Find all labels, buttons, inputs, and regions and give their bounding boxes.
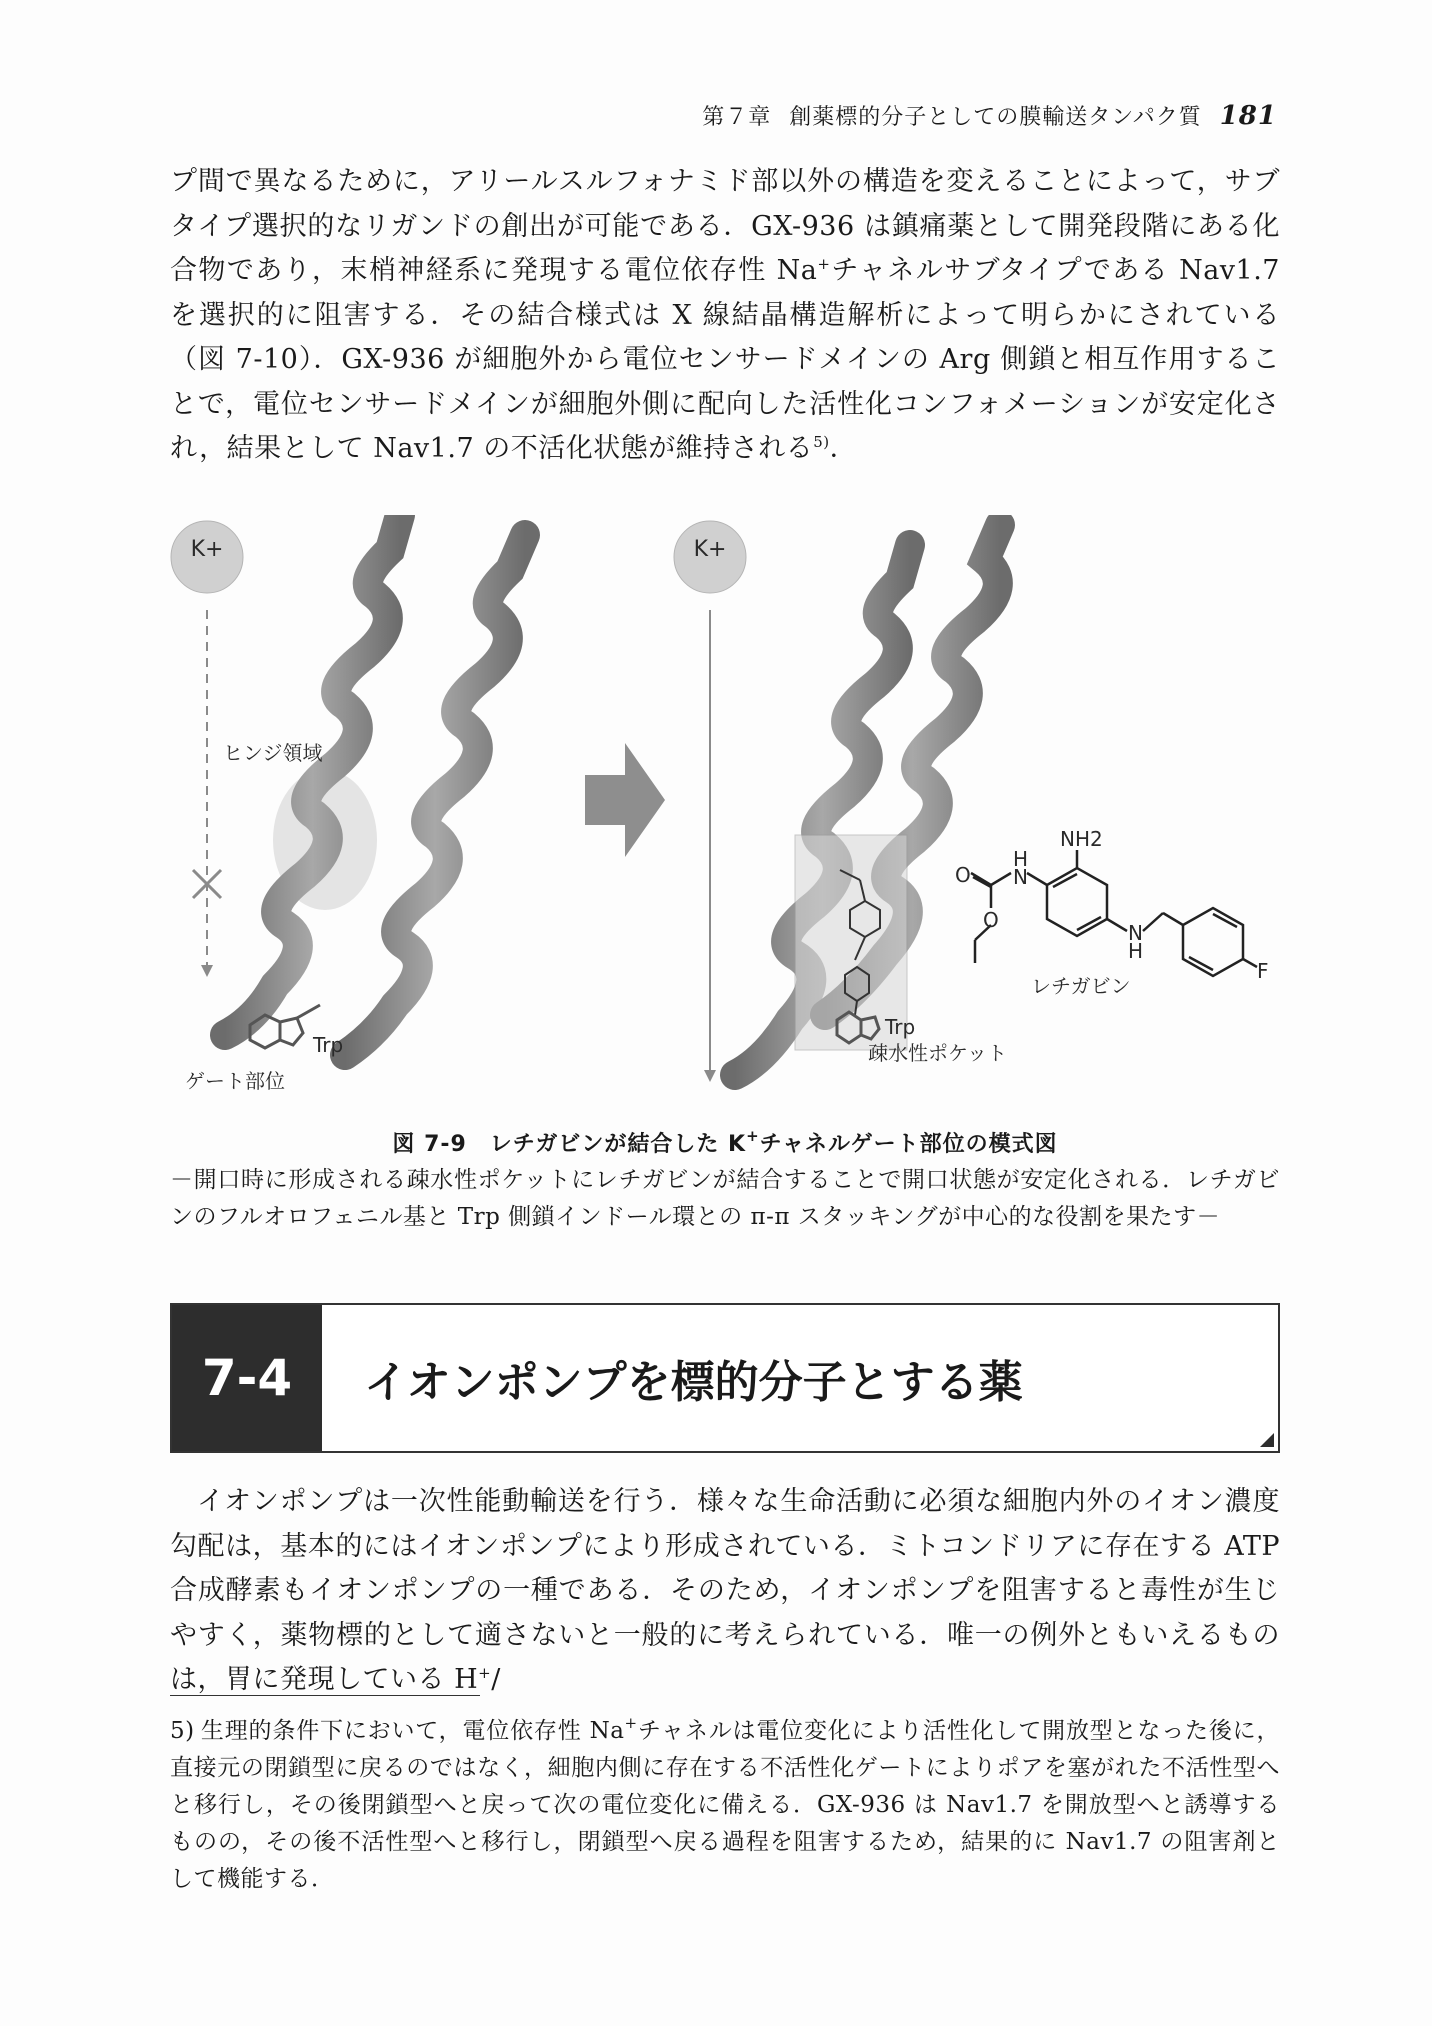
figure-7-9 xyxy=(165,515,1285,1115)
open-path-arrowhead xyxy=(704,1070,716,1082)
k-ion-label-right: K+ xyxy=(693,537,727,562)
section-number: 7-4 xyxy=(172,1305,322,1451)
para2-tail: / xyxy=(491,1664,501,1695)
atom-f: F xyxy=(1257,959,1269,983)
atom-o-carbonyl: O xyxy=(955,863,971,887)
para1-sup-a: + xyxy=(817,255,831,273)
footnote-divider xyxy=(170,1695,480,1696)
caption-title-sup: + xyxy=(746,1127,760,1145)
footnote-ref-5[interactable]: 5) xyxy=(813,433,830,451)
transition-arrow-icon xyxy=(585,743,665,857)
para2-text: イオンポンプは一次性能動輸送を行う．様々な生命活動に必須な細胞内外のイオン濃度勾配は，基本的にはイオンポンプにより形成されている．ミトコンドリアに存在する ATP 合成酵素もイオンポンプの一種である．そのため，イオンポンプを阻害すると毒性が生じやすく，薬物標的として適さないと一般的に考えられている．唯一の例外ともいえるものは，胃に発現している H xyxy=(170,1486,1280,1695)
footnote-5 xyxy=(170,1713,1280,1898)
para1-text-a: プ間で異なるために，アリールスルフォナミド部以外の構造を変えることによって，サブタイプ選択的なリガンドの創出が可能である．GX-936 は鎮痛薬として開発段階にある化合物であり，末梢神経系に発現する電位依存性 Na xyxy=(170,166,1280,286)
atom-h-bottom: H xyxy=(1128,939,1144,963)
hinge-region-label: ヒンジ領域 xyxy=(223,741,323,765)
helix-left-1 xyxy=(225,515,400,1035)
figure-caption-title xyxy=(170,1127,1280,1158)
trp-label-left: Trp xyxy=(313,1033,344,1057)
section-heading-7-4 xyxy=(170,1303,1280,1453)
footnote-marker: 5) xyxy=(170,1718,195,1744)
section-title: イオンポンプを標的分子とする薬 xyxy=(364,1357,1023,1408)
footnote-sup: + xyxy=(624,1714,638,1732)
para2-sup: + xyxy=(478,1664,492,1682)
retigabine-label: レチガビン xyxy=(1031,974,1131,998)
caption-title-b: チャネルゲート部位の模式図 xyxy=(759,1132,1058,1157)
k-ion-label-left: K+ xyxy=(190,537,224,562)
blocked-path-arrowhead xyxy=(201,965,213,977)
footnote-text-b: チャネルは電位変化により活性化して開放型となった後に，直接元の閉鎖型に戻るのではなく，細胞内側に存在する不活性化ゲートによりポアを塞がれた不活性型へと移行し，その後閉鎖型へと戻って次の電位変化に備える．GX-936 は Nav1.7 を開放型へと誘導するものの，その後不活性型へと移行し，閉鎖型へ戻る過程を阻害するため，結果的に Nav1.7 の阻害剤として機能する． xyxy=(170,1718,1280,1892)
hydrophobic-pocket-label: 疎水性ポケット xyxy=(868,1041,1007,1065)
para1-text-c: ． xyxy=(829,433,858,464)
atom-n-bottom: N xyxy=(1128,921,1143,945)
trp-label-right: Trp xyxy=(885,1015,916,1039)
atom-h-top: H xyxy=(1013,847,1029,871)
gate-site-label: ゲート部位 xyxy=(185,1069,285,1093)
atom-nh2: NH2 xyxy=(1060,827,1103,851)
para1-text-b: チャネルサブタイプである Nav1.7 を選択的に阻害する．その結合様式は X 線結晶構造解析によって明らかにされている（図 7-10）．GX-936 が細胞外から電位センサードメインの Arg 側鎖と相互作用することで，電位センサードメインが細胞外側に配向した活性化コンフォメーションが安定化され，結果として Nav1.7 の不活化状態が維持される xyxy=(170,255,1280,464)
running-header xyxy=(702,100,1277,131)
body-paragraph-1 xyxy=(170,160,1280,472)
figure-caption-body: －開口時に形成される疎水性ポケットにレチガビンが結合することで開口状態が安定化される．レチガビンのフルオロフェニル基と Trp 側鎖インドール環との π-π スタッキングが中心的な役割を果たす－ xyxy=(170,1167,1280,1230)
footnote-text-a: 生理的条件下において，電位依存性 Na xyxy=(200,1718,625,1744)
figure-illustration xyxy=(165,515,1285,1115)
page-number: 181 xyxy=(1219,101,1277,131)
header-chapter: 第７章 xyxy=(702,105,772,130)
body-paragraph-2 xyxy=(170,1480,1280,1703)
header-title: 創薬標的分子としての膜輸送タンパク質 xyxy=(789,105,1202,130)
caption-title-a: 図 7-9 レチガビンが結合した K xyxy=(392,1132,747,1157)
atom-n-top: N xyxy=(1013,865,1028,889)
atom-o-ester: O xyxy=(983,908,999,932)
